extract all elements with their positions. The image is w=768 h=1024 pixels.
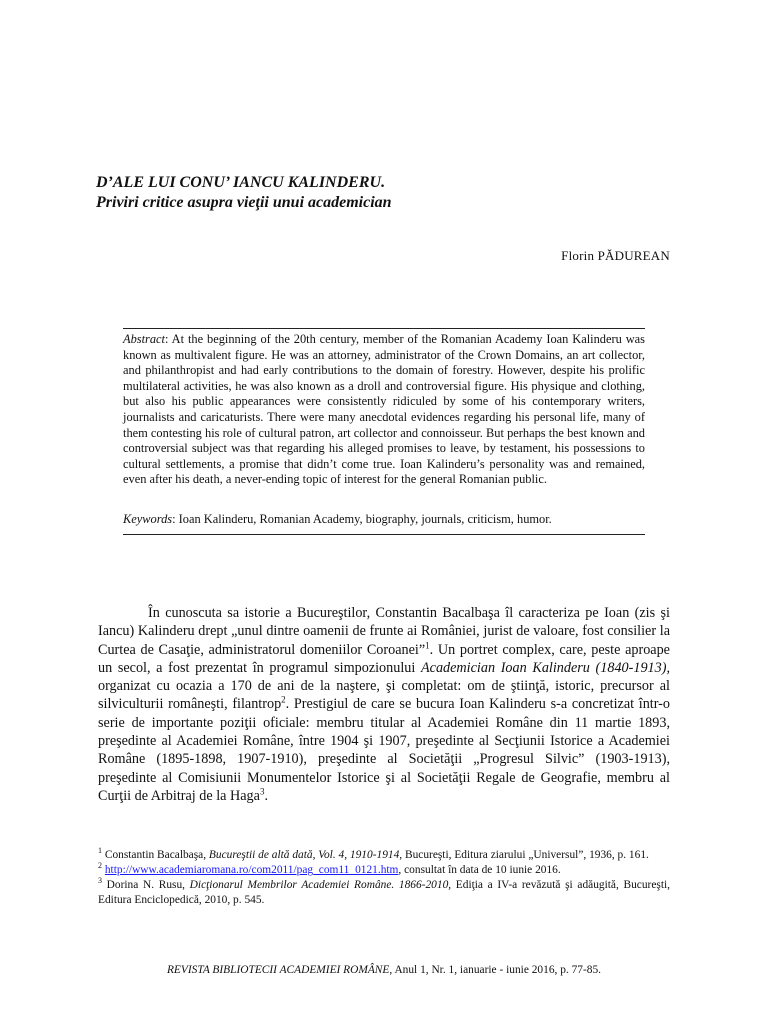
article-title: D’ALE LUI CONU’ IANCU KALINDERU. (96, 174, 386, 191)
keywords-paragraph (123, 512, 645, 528)
footnote-text: Constantin Bacalbaşa, (102, 849, 209, 861)
body-text-1: În cunoscuta sa istorie a Bucureştilor, Constantin Bacalbaşa îl caracteriza pe Ioan (zis şi Iancu) Kalinderu drept „unul dintre oamenii de frunte ai României, jurist de valoare, fost consilier la Curtea de Casaţie, administratorul domeniilor Coroanei” (98, 605, 670, 658)
body-text-2: . Un portret complex, care, peste aproape un secol, a fost prezentat în programul simpozionului (98, 641, 670, 676)
abstract-paragraph (123, 332, 645, 488)
article-subtitle: Priviri critice asupra vieţii unui academician (96, 194, 392, 211)
footnote-link[interactable]: http://www.academiaromana.ro/com2011/pag_com11_0121.htm (104, 864, 399, 876)
footnote-number: 3 (98, 876, 102, 886)
footnote-book-title: Bucureştii de altă dată, Vol. 4, 1910-1914 (208, 849, 400, 861)
footnote-2 (98, 863, 670, 878)
abstract-text: : At the beginning of the 20th century, member of the Romanian Academy Ioan Kalinderu was known as multivalent figure. He was an attorney, administrator of the Crown Domains, an art collector, and philanthropist and had early contributions to the domain of forestry. However, despite his prolific multilateral activities, he was also known as a droll and controversial figure. His physique and clothing, but also his public appearances were consistently ridiculed by some of his contemporary writers, journalists and caricaturists. There were many anecdotal evidences regarding his personal life, many of them contesting his role of cultural patron, art collector and connoisseur. But perhaps the best known and controversial subject was that regarding his alleged promises to leave, by testament, his possessions to cultural settlements, a promise that didn’t come true. Ioan Kalinderu’s personality was and remained, even after his death, a never-ending topic of interest for the general Romanian public. (123, 332, 645, 487)
body-text-4: . Prestigiul de care se bucura Ioan Kalinderu s-a concretizat într-o serie de importante poziţii oficiale: membru titular al Academiei Române din 11 martie 1893, preşedinte al Academiei Române, între 1904 şi 1907, preşedinte al Secţiunii Istorice a Academiei Române (1895-1898, 1907-1910), preşedinte al Societăţii „Progresul Silvic” (1903-1913), preşedinte al Comisiunii Monumentelor Istorice şi al Societăţii Regale de Geografie, membru al Curţii de Arbitraj de la Haga (98, 696, 670, 804)
footnote-ref-3[interactable]: 3 (259, 786, 265, 797)
footnote-number: 1 (98, 846, 102, 856)
footnote-1 (98, 848, 670, 863)
abstract-label: Abstract (123, 332, 165, 346)
footnote-text: , consultat în data de 10 iunie 2016. (398, 864, 561, 876)
footnote-text: Dorina N. Rusu, (102, 879, 190, 891)
body-text-5: . (264, 787, 268, 804)
footnote-book-title: Dicţionarul Membrilor Academiei Române. 1866-2010 (189, 879, 449, 891)
page-footer (98, 964, 670, 976)
keywords-label: Keywords (123, 511, 173, 526)
footnote-ref-1[interactable]: 1 (425, 639, 430, 650)
footnotes (98, 848, 670, 908)
footnote-text: , Ediţia a IV-a revăzută şi adăugită, Bucureşti, Editura Enciclopedică, 2010, p. 545. (98, 879, 670, 906)
footnote-number: 2 (98, 861, 102, 871)
title-block (96, 173, 676, 213)
footnote-3 (98, 878, 670, 908)
author-name: Florin PĂDUREAN (561, 248, 670, 263)
footnote-ref-2[interactable]: 2 (281, 694, 286, 705)
body-text-3: organizat cu ocazia a 170 de ani de la naştere, şi completat: om de ştiinţă, istoric, precursor al silviculturii româneşti, filantrop (98, 678, 670, 713)
abstract-section (123, 328, 645, 535)
keywords-text: : Ioan Kalinderu, Romanian Academy, biography, journals, criticism, humor. (172, 511, 552, 526)
issue-info: , Anul 1, Nr. 1, ianuarie - iunie 2016, p. 77-85. (389, 964, 602, 976)
symposium-title: Academician Ioan Kalinderu (1840-1913), (420, 659, 671, 676)
journal-name: REVISTA BIBLIOTECII ACADEMIEI ROMÂNE (166, 964, 390, 976)
body-paragraph (98, 604, 670, 805)
footnote-text: , Bucureşti, Editura ziarului „Universul”, 1936, p. 161. (399, 849, 649, 861)
